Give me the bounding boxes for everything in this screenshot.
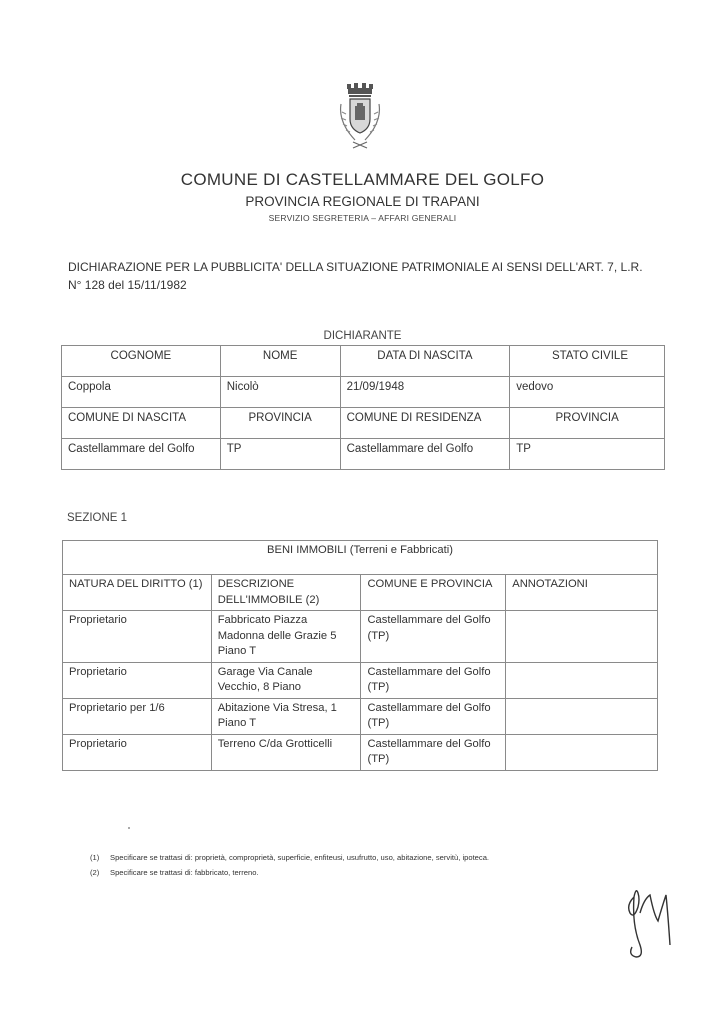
cell-descrizione: Garage Via Canale Vecchio, 8 Piano [211,662,361,698]
declaration-title: DICHIARAZIONE PER LA PUBBLICITA' DELLA SITUAZIONE PATRIMONIALE AI SENSI DELL'ART. 7, L.R. N° 128 del 15/11/1982 [68,260,643,292]
cell-natura: Proprietario [63,734,212,770]
header-comune-nascita: COMUNE DI NASCITA [62,408,221,439]
header-provincia-residenza: PROVINCIA [510,408,665,439]
footnote-1 [90,850,489,865]
cell-annotazioni [506,698,658,734]
cell-annotazioni [506,611,658,663]
footnote-2 [90,865,489,880]
header-data-nascita: DATA DI NASCITA [340,346,510,377]
value-stato-civile: vedovo [510,377,665,408]
footnote-number: (2) [90,868,100,877]
cell-comune: Castellammare del Golfo (TP) [361,611,506,663]
footnote-number: (1) [90,853,100,862]
footnote-text: Specificare se trattasi di: proprietà, comproprietà, superficie, enfiteusi, usufrutto, uso, abitazione, servitù, ipoteca. [110,853,490,862]
cell-descrizione: Fabbricato Piazza Madonna delle Grazie 5 Piano T [211,611,361,663]
province-subtitle: PROVINCIA REGIONALE DI TRAPANI [245,194,480,209]
department-subtitle: SERVIZIO SEGRETERIA – AFFARI GENERALI [268,213,457,223]
header-descrizione: DESCRIZIONE DELL'IMMOBILE (2) [211,575,361,611]
cell-comune: Castellammare del Golfo (TP) [361,662,506,698]
dichiarante-value-row-2 [62,439,665,470]
cell-comune: Castellammare del Golfo (TP) [361,734,506,770]
value-nome: Nicolò [220,377,340,408]
cell-annotazioni [506,662,658,698]
cell-natura: Proprietario per 1/6 [63,698,212,734]
table-row [63,662,658,698]
municipality-title: COMUNE DI CASTELLAMMARE DEL GOLFO [180,170,545,189]
value-provincia-residenza: TP [510,439,665,470]
cell-natura: Proprietario [63,662,212,698]
header-nome: NOME [220,346,340,377]
handwritten-signature-icon [620,885,680,965]
header-cognome: COGNOME [62,346,221,377]
cell-natura: Proprietario [63,611,212,663]
table-row [63,698,658,734]
dichiarante-header-row-2 [62,408,665,439]
scan-speck [128,827,130,829]
header-comune-residenza: COMUNE DI RESIDENZA [340,408,510,439]
table-row [63,611,658,663]
table-header-row [63,575,658,611]
table-caption: BENI IMMOBILI (Terreni e Fabbricati) [63,541,658,575]
header-stato-civile: STATO CIVILE [510,346,665,377]
table-caption-row [63,541,658,575]
cell-comune: Castellammare del Golfo (TP) [361,698,506,734]
value-comune-nascita: Castellammare del Golfo [62,439,221,470]
section-label: SEZIONE 1 [67,512,128,524]
cell-descrizione: Terreno C/da Grotticelli [211,734,361,770]
table-row [63,734,658,770]
cell-annotazioni [506,734,658,770]
value-comune-residenza: Castellammare del Golfo [340,439,510,470]
header-provincia-nascita: PROVINCIA [220,408,340,439]
beni-immobili-table [62,540,658,771]
header-annotazioni: ANNOTAZIONI [506,575,658,611]
value-cognome: Coppola [62,377,221,408]
value-provincia-nascita: TP [220,439,340,470]
value-data-nascita: 21/09/1948 [340,377,510,408]
header-natura: NATURA DEL DIRITTO (1) [63,575,212,611]
footnotes [90,850,489,880]
cell-descrizione: Abitazione Via Stresa, 1 Piano T [211,698,361,734]
coat-of-arms-icon [335,82,385,154]
header-comune-provincia: COMUNE E PROVINCIA [361,575,506,611]
dichiarante-label: DICHIARANTE [323,330,402,342]
dichiarante-table [61,345,665,470]
footnote-text: Specificare se trattasi di: fabbricato, terreno. [110,868,259,877]
dichiarante-header-row [62,346,665,377]
dichiarante-value-row [62,377,665,408]
